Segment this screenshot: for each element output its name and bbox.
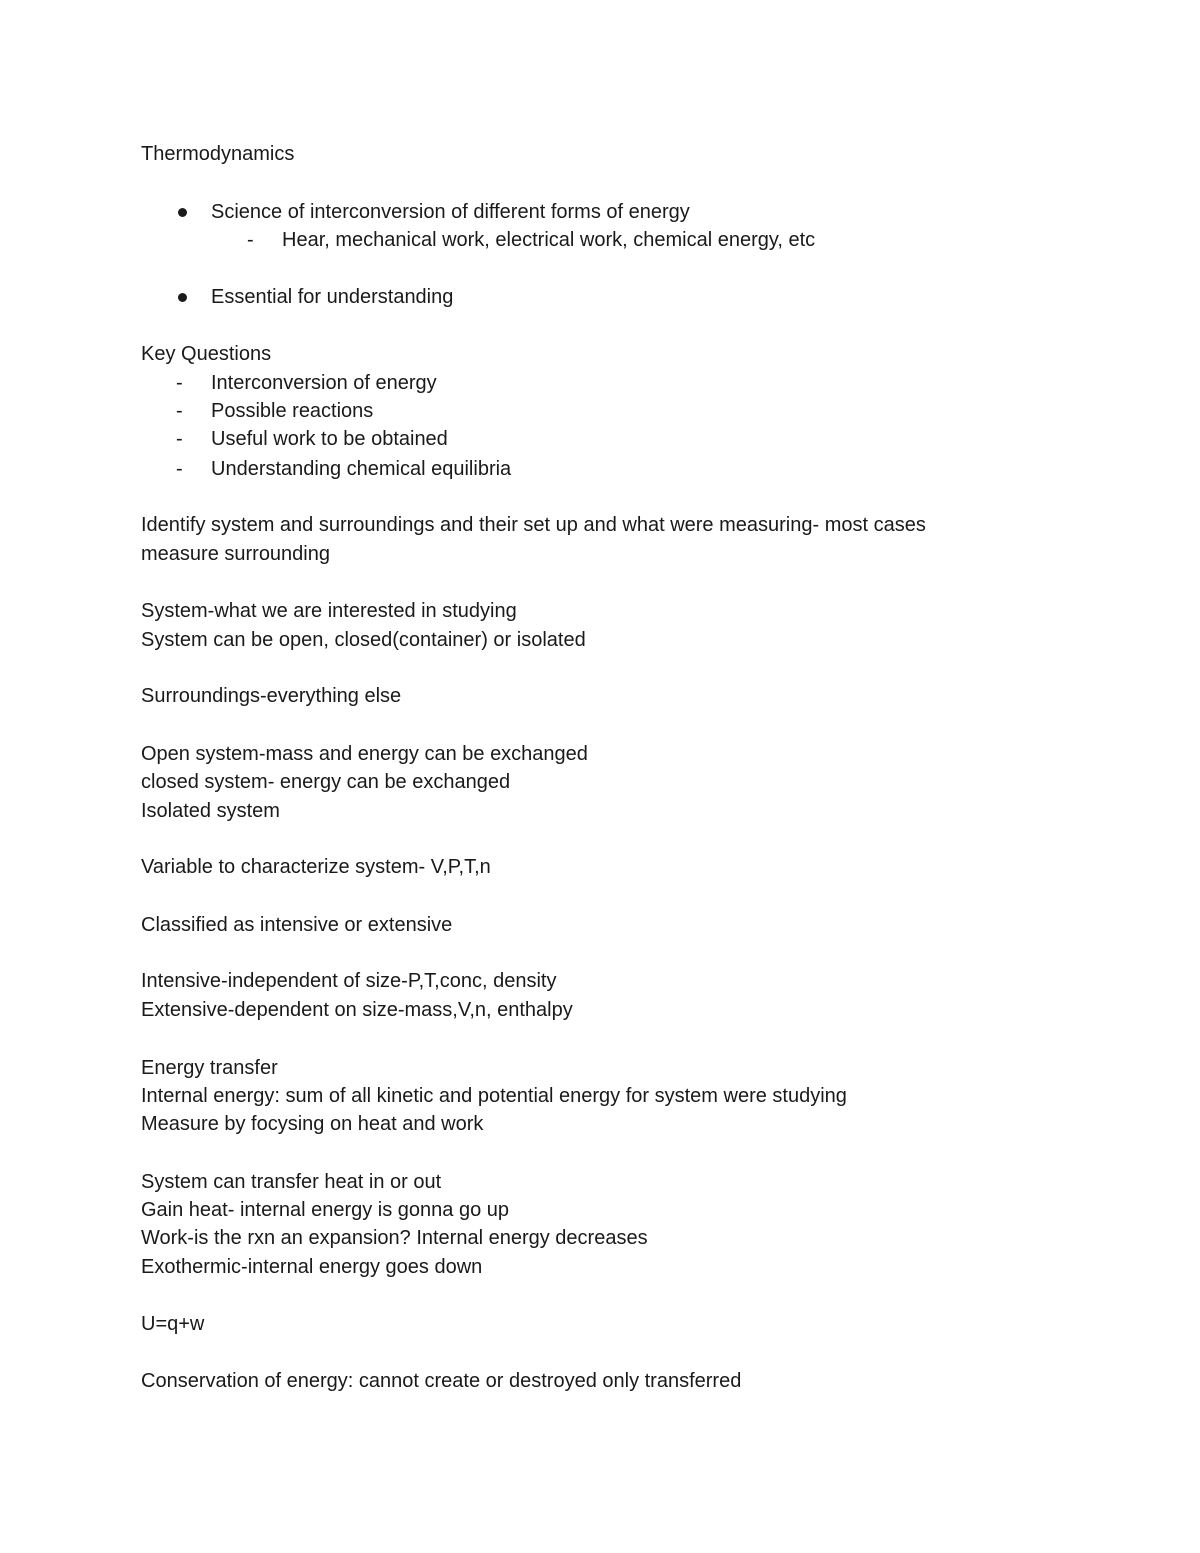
paragraph-work: Work-is the rxn an expansion? Internal energy decreases bbox=[141, 1227, 648, 1249]
key-question-item: Useful work to be obtained bbox=[211, 428, 448, 450]
paragraph-variables: Variable to characterize system- V,P,T,n bbox=[141, 856, 491, 878]
bullet-science: Science of interconversion of different forms of energy bbox=[211, 201, 690, 223]
paragraph-open-system: Open system-mass and energy can be exchanged bbox=[141, 743, 588, 765]
dash-marker: - bbox=[176, 372, 183, 394]
dash-marker: - bbox=[247, 229, 254, 251]
paragraph-identify-2: measure surrounding bbox=[141, 543, 330, 565]
paragraph-system-def: System-what we are interested in studying bbox=[141, 600, 517, 622]
paragraph-energy-transfer: Energy transfer bbox=[141, 1057, 278, 1079]
paragraph-equation: U=q+w bbox=[141, 1313, 205, 1335]
bullet-dot-icon bbox=[178, 293, 187, 302]
sub-bullet-forms: Hear, mechanical work, electrical work, chemical energy, etc bbox=[282, 229, 816, 251]
paragraph-isolated-system: Isolated system bbox=[141, 800, 280, 822]
paragraph-surroundings: Surroundings-everything else bbox=[141, 685, 402, 707]
paragraph-gain-heat: Gain heat- internal energy is gonna go up bbox=[141, 1199, 510, 1221]
paragraph-classified: Classified as intensive or extensive bbox=[141, 914, 453, 936]
paragraph-measure-by: Measure by focysing on heat and work bbox=[141, 1113, 484, 1135]
bullet-dot-icon bbox=[178, 208, 187, 217]
paragraph-system-types: System can be open, closed(container) or isolated bbox=[141, 629, 586, 651]
paragraph-internal-energy: Internal energy: sum of all kinetic and potential energy for system were studying bbox=[141, 1085, 847, 1107]
dash-marker: - bbox=[176, 458, 183, 480]
key-question-item: Interconversion of energy bbox=[211, 372, 437, 394]
key-question-item: Understanding chemical equilibria bbox=[211, 458, 512, 480]
dash-marker: - bbox=[176, 428, 183, 450]
paragraph-transfer-heat: System can transfer heat in or out bbox=[141, 1171, 442, 1193]
bullet-essential: Essential for understanding bbox=[211, 286, 454, 308]
dash-marker: - bbox=[176, 400, 183, 422]
paragraph-intensive: Intensive-independent of size-P,T,conc, density bbox=[141, 970, 557, 992]
paragraph-conservation: Conservation of energy: cannot create or destroyed only transferred bbox=[141, 1370, 742, 1392]
key-question-item: Possible reactions bbox=[211, 400, 374, 422]
paragraph-extensive: Extensive-dependent on size-mass,V,n, enthalpy bbox=[141, 999, 573, 1021]
doc-title: Thermodynamics bbox=[141, 143, 295, 165]
paragraph-identify-1: Identify system and surroundings and their set up and what were measuring- most cases bbox=[141, 514, 926, 536]
paragraph-exothermic: Exothermic-internal energy goes down bbox=[141, 1256, 483, 1278]
key-questions-heading: Key Questions bbox=[141, 343, 272, 365]
paragraph-closed-system: closed system- energy can be exchanged bbox=[141, 771, 511, 793]
